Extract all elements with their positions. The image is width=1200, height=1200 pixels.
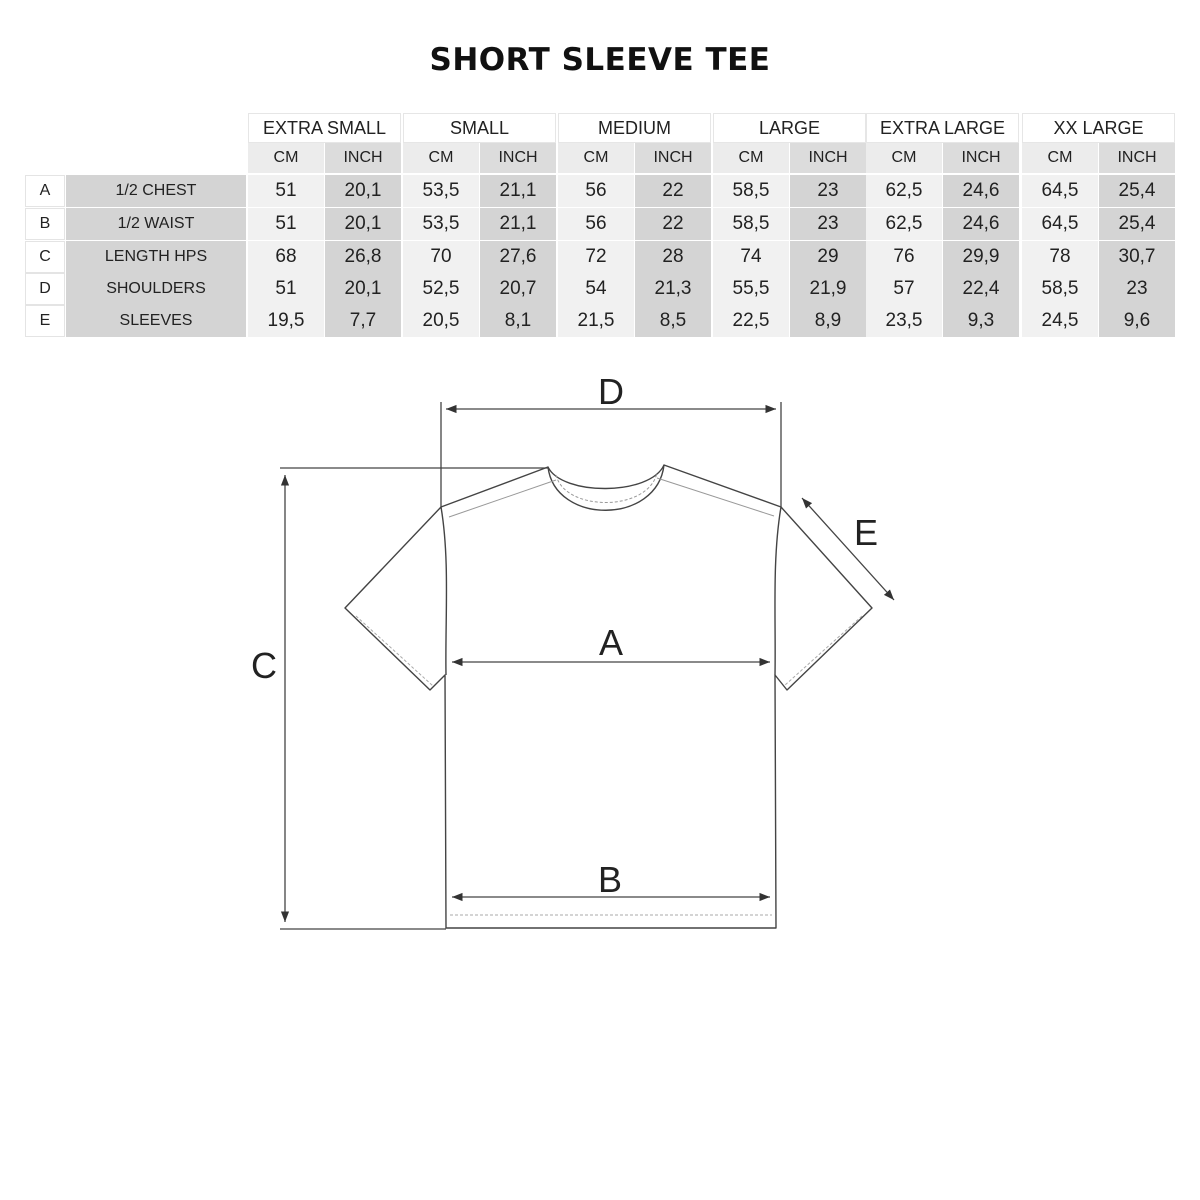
table-cell: 74 [713, 241, 789, 273]
row-letter: B [25, 208, 65, 240]
table-cell: 56 [558, 175, 634, 207]
unit-header-inch: INCH [635, 143, 711, 173]
label-a: A [598, 622, 624, 663]
table-cell: 64,5 [1022, 208, 1098, 240]
table-cell: 21,1 [480, 208, 556, 240]
table-cell: 53,5 [403, 175, 479, 207]
row-label: LENGTH HPS [66, 241, 246, 273]
table-cell: 72 [558, 241, 634, 273]
table-cell: 26,8 [325, 241, 401, 273]
table-cell: 29 [790, 241, 866, 273]
row-letter: A [25, 175, 65, 207]
table-cell: 8,5 [635, 305, 711, 337]
table-cell: 30,7 [1099, 241, 1175, 273]
table-cell: 25,4 [1099, 175, 1175, 207]
table-cell: 52,5 [403, 273, 479, 305]
table-cell: 78 [1022, 241, 1098, 273]
measurement-guides [280, 402, 894, 929]
table-cell: 70 [403, 241, 479, 273]
table-cell: 76 [866, 241, 942, 273]
table-cell: 25,4 [1099, 208, 1175, 240]
label-d: D [598, 371, 624, 412]
table-cell: 68 [248, 241, 324, 273]
row-label: 1/2 WAIST [66, 208, 246, 240]
unit-header-inch: INCH [325, 143, 401, 173]
table-cell: 23,5 [866, 305, 942, 337]
table-cell: 27,6 [480, 241, 556, 273]
size-header: MEDIUM [558, 113, 711, 143]
table-cell: 9,6 [1099, 305, 1175, 337]
table-cell: 22 [635, 175, 711, 207]
row-letter: D [25, 273, 65, 305]
table-cell: 29,9 [943, 241, 1019, 273]
table-cell: 51 [248, 175, 324, 207]
table-cell: 22,4 [943, 273, 1019, 305]
table-cell: 64,5 [1022, 175, 1098, 207]
size-header: XX LARGE [1022, 113, 1175, 143]
table-cell: 8,1 [480, 305, 556, 337]
table-cell: 7,7 [325, 305, 401, 337]
table-cell: 24,5 [1022, 305, 1098, 337]
table-cell: 24,6 [943, 208, 1019, 240]
table-cell: 51 [248, 208, 324, 240]
table-cell: 9,3 [943, 305, 1019, 337]
unit-header-cm: CM [1022, 143, 1098, 173]
unit-header-cm: CM [713, 143, 789, 173]
table-cell: 58,5 [713, 175, 789, 207]
unit-header-cm: CM [248, 143, 324, 173]
size-header: LARGE [713, 113, 866, 143]
table-cell: 23 [790, 175, 866, 207]
table-cell: 19,5 [248, 305, 324, 337]
label-b: B [597, 859, 623, 900]
table-cell: 20,1 [325, 273, 401, 305]
table-cell: 54 [558, 273, 634, 305]
size-header: SMALL [403, 113, 556, 143]
table-cell: 51 [248, 273, 324, 305]
table-cell: 58,5 [1022, 273, 1098, 305]
row-label: SLEEVES [66, 305, 246, 337]
table-cell: 62,5 [866, 208, 942, 240]
table-cell: 20,1 [325, 208, 401, 240]
unit-header-inch: INCH [480, 143, 556, 173]
table-cell: 22 [635, 208, 711, 240]
table-cell: 58,5 [713, 208, 789, 240]
arrow-e [802, 498, 894, 600]
chart-title: SHORT SLEEVE TEE [429, 42, 771, 78]
table-cell: 21,3 [635, 273, 711, 305]
unit-header-cm: CM [866, 143, 942, 173]
table-cell: 62,5 [866, 175, 942, 207]
table-cell: 8,9 [790, 305, 866, 337]
table-cell: 20,1 [325, 175, 401, 207]
row-letter: C [25, 241, 65, 273]
table-cell: 57 [866, 273, 942, 305]
table-cell: 21,9 [790, 273, 866, 305]
label-e: E [853, 512, 879, 553]
table-cell: 53,5 [403, 208, 479, 240]
unit-header-inch: INCH [1099, 143, 1175, 173]
label-c: C [251, 645, 277, 686]
unit-header-inch: INCH [790, 143, 866, 173]
table-cell: 20,7 [480, 273, 556, 305]
unit-header-cm: CM [403, 143, 479, 173]
table-cell: 28 [635, 241, 711, 273]
unit-header-inch: INCH [943, 143, 1019, 173]
row-label: SHOULDERS [66, 273, 246, 305]
table-cell: 56 [558, 208, 634, 240]
row-letter: E [25, 305, 65, 337]
table-cell: 55,5 [713, 273, 789, 305]
table-cell: 21,5 [558, 305, 634, 337]
table-cell: 23 [790, 208, 866, 240]
unit-header-cm: CM [558, 143, 634, 173]
table-cell: 22,5 [713, 305, 789, 337]
table-cell: 23 [1099, 273, 1175, 305]
table-cell: 24,6 [943, 175, 1019, 207]
table-cell: 21,1 [480, 175, 556, 207]
size-header: EXTRA SMALL [248, 113, 401, 143]
table-cell: 20,5 [403, 305, 479, 337]
row-label: 1/2 CHEST [66, 175, 246, 207]
size-header: EXTRA LARGE [866, 113, 1019, 143]
